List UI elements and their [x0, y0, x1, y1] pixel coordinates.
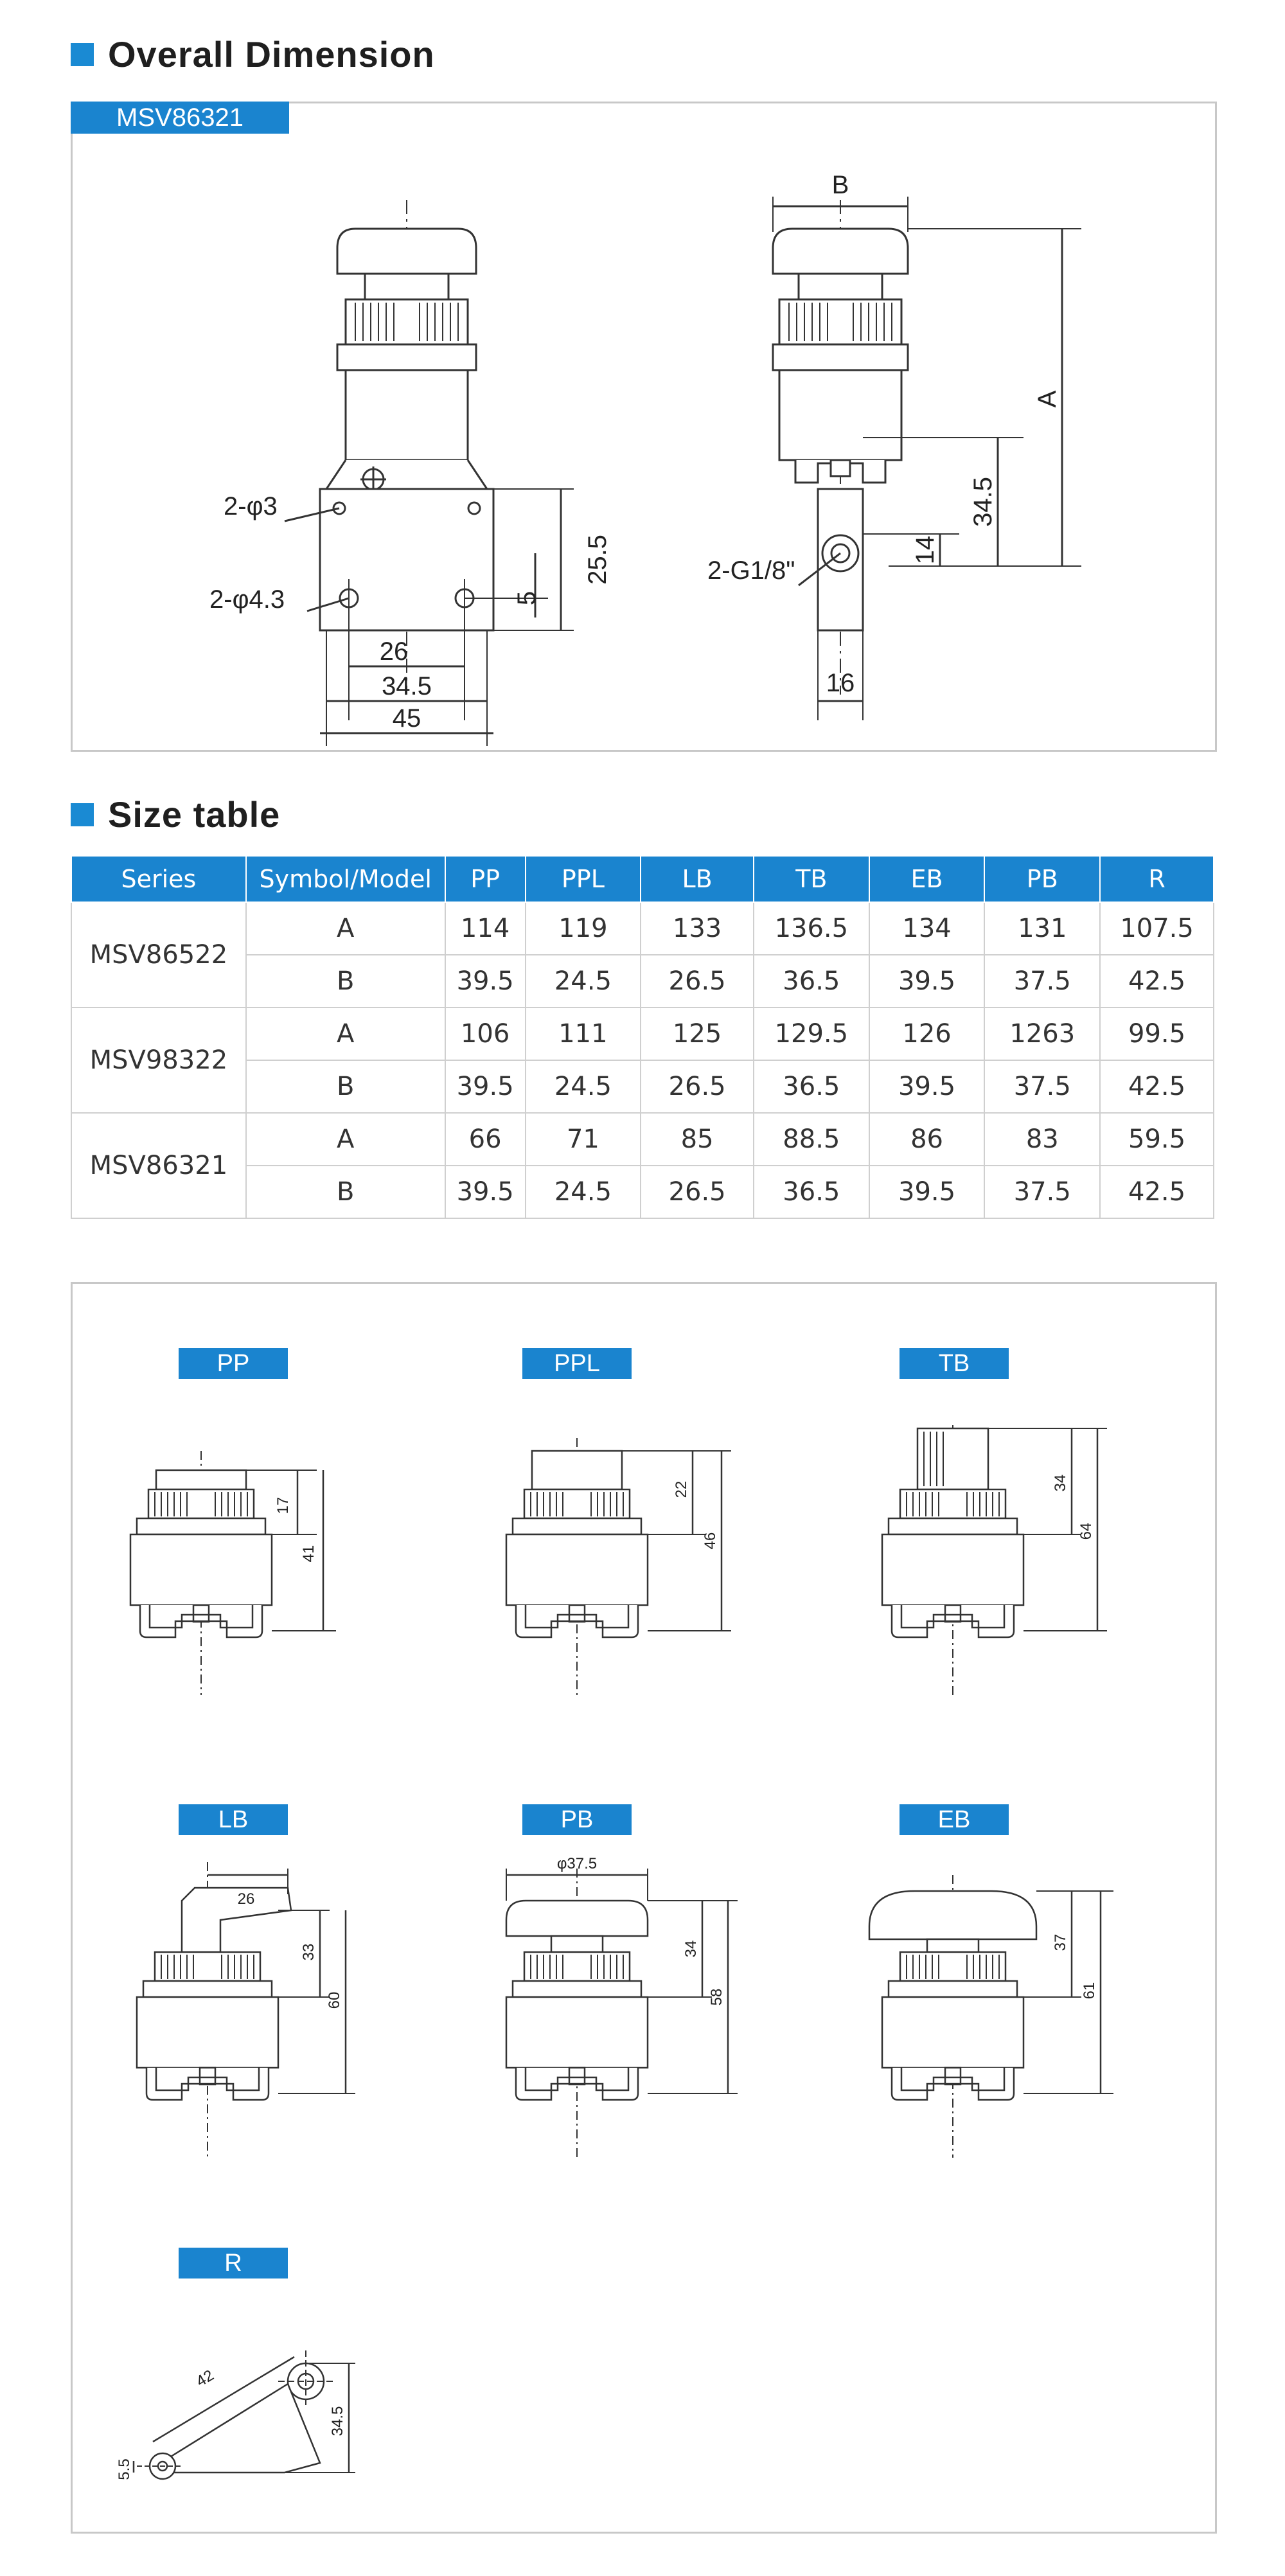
tag-tb: TB — [900, 1348, 1009, 1379]
value-cell: 88.5 — [754, 1113, 869, 1166]
series-cell: MSV86522 — [71, 902, 246, 1008]
value-cell: 24.5 — [526, 1166, 641, 1218]
actuator-drawings — [73, 1284, 1219, 2536]
value-cell: 99.5 — [1100, 1008, 1214, 1060]
value-cell: 59.5 — [1100, 1113, 1214, 1166]
front-dim-25-5: 25.5 — [583, 535, 612, 585]
front-hole-small-label: 2-φ3 — [224, 492, 278, 520]
tb-dim-a: 34 — [1052, 1474, 1069, 1492]
eb-dim-a: 37 — [1052, 1933, 1069, 1951]
table-row — [71, 1113, 1214, 1166]
value-cell: 85 — [641, 1113, 754, 1166]
eb-dim-b: 61 — [1081, 1982, 1098, 2000]
pb-dim-b: 58 — [708, 1988, 725, 2006]
symbol-cell: A — [246, 902, 445, 955]
side-dim-14: 14 — [911, 535, 939, 565]
tag-pb: PB — [522, 1804, 632, 1835]
value-cell: 119 — [526, 902, 641, 955]
header-eb: EB — [869, 856, 985, 902]
value-cell: 42.5 — [1100, 1060, 1214, 1113]
header-r: R — [1100, 856, 1214, 902]
pb-drawing — [506, 1869, 738, 2158]
tag-r: R — [179, 2248, 288, 2278]
front-dim-5: 5 — [513, 591, 541, 606]
header-pp: PP — [445, 856, 526, 902]
ppl-dim-a: 22 — [673, 1480, 690, 1498]
heading-bullet-icon — [71, 43, 94, 66]
front-hole-large-label: 2-φ4.3 — [209, 585, 285, 614]
r-drawing — [134, 2350, 355, 2479]
front-view — [285, 200, 574, 746]
tb-dim-b: 64 — [1077, 1522, 1095, 1540]
ppl-drawing — [506, 1438, 731, 1695]
front-dim-45: 45 — [392, 704, 421, 733]
side-label-b: B — [831, 171, 849, 199]
header-lb: LB — [641, 856, 754, 902]
value-cell: 66 — [445, 1113, 526, 1166]
pp-dim-a: 17 — [274, 1497, 292, 1515]
tag-pp: PP — [179, 1348, 288, 1379]
pp-drawing — [130, 1451, 336, 1695]
side-dim-34-5: 34.5 — [969, 477, 997, 527]
value-cell: 39.5 — [445, 955, 526, 1008]
value-cell: 37.5 — [984, 955, 1100, 1008]
series-cell: MSV98322 — [71, 1008, 246, 1113]
r-dim-s: 5.5 — [116, 2458, 133, 2480]
lb-dim-a: 33 — [300, 1943, 317, 1961]
series-cell: MSV86321 — [71, 1113, 246, 1218]
header-ppl: PPL — [526, 856, 641, 902]
tag-ppl: PPL — [522, 1348, 632, 1379]
header-symbol-model: Symbol/Model — [246, 856, 445, 902]
value-cell: 39.5 — [445, 1166, 526, 1218]
ppl-dim-b: 46 — [702, 1532, 719, 1550]
r-dim-len: 42 — [193, 2367, 217, 2391]
value-cell: 114 — [445, 902, 526, 955]
header-tb: TB — [754, 856, 869, 902]
value-cell: 39.5 — [869, 1060, 985, 1113]
symbol-cell: A — [246, 1113, 445, 1166]
lb-dim-b: 60 — [326, 1991, 343, 2009]
value-cell: 86 — [869, 1113, 985, 1166]
overall-dimension-drawing — [73, 103, 1219, 754]
value-cell: 129.5 — [754, 1008, 869, 1060]
value-cell: 136.5 — [754, 902, 869, 955]
pb-dim-w: φ37.5 — [556, 1855, 598, 1872]
value-cell: 36.5 — [754, 955, 869, 1008]
size-table-header-row — [71, 856, 1214, 902]
size-table — [71, 855, 1214, 1219]
value-cell: 125 — [641, 1008, 754, 1060]
value-cell: 39.5 — [869, 1166, 985, 1218]
value-cell: 126 — [869, 1008, 985, 1060]
value-cell: 39.5 — [869, 955, 985, 1008]
overall-dimension-heading — [71, 33, 435, 75]
side-view — [773, 197, 1081, 720]
value-cell: 36.5 — [754, 1166, 869, 1218]
value-cell: 24.5 — [526, 955, 641, 1008]
symbol-cell: B — [246, 955, 445, 1008]
table-row — [71, 902, 1214, 955]
r-dim-h: 34.5 — [329, 2406, 346, 2437]
actuator-panel — [71, 1282, 1217, 2534]
value-cell: 133 — [641, 902, 754, 955]
value-cell: 36.5 — [754, 1060, 869, 1113]
eb-drawing — [869, 1875, 1113, 2158]
tag-eb: EB — [900, 1804, 1009, 1835]
value-cell: 37.5 — [984, 1166, 1100, 1218]
side-dim-16: 16 — [826, 669, 855, 697]
table-row — [71, 1008, 1214, 1060]
value-cell: 83 — [984, 1113, 1100, 1166]
header-series: Series — [71, 856, 246, 902]
value-cell: 37.5 — [984, 1060, 1100, 1113]
lb-dim-w: 26 — [237, 1890, 255, 1908]
heading-bullet-icon — [71, 803, 94, 826]
pb-dim-a: 34 — [682, 1940, 700, 1958]
tag-lb: LB — [179, 1804, 288, 1835]
value-cell: 107.5 — [1100, 902, 1214, 955]
symbol-cell: A — [246, 1008, 445, 1060]
overall-dimension-panel — [71, 102, 1217, 752]
size-table-heading — [71, 794, 280, 835]
value-cell: 1263 — [984, 1008, 1100, 1060]
pp-dim-b: 41 — [300, 1545, 317, 1563]
value-cell: 42.5 — [1100, 955, 1214, 1008]
value-cell: 26.5 — [641, 1166, 754, 1218]
size-table-title: Size table — [108, 794, 281, 835]
front-dim-26: 26 — [379, 637, 409, 666]
value-cell: 26.5 — [641, 955, 754, 1008]
value-cell: 106 — [445, 1008, 526, 1060]
value-cell: 71 — [526, 1113, 641, 1166]
tb-drawing — [882, 1425, 1107, 1695]
value-cell: 131 — [984, 902, 1100, 955]
header-pb: PB — [984, 856, 1100, 902]
side-label-a: A — [1033, 390, 1061, 408]
value-cell: 42.5 — [1100, 1166, 1214, 1218]
value-cell: 39.5 — [445, 1060, 526, 1113]
model-tag: MSV86321 — [71, 102, 289, 134]
symbol-cell: B — [246, 1166, 445, 1218]
value-cell: 111 — [526, 1008, 641, 1060]
symbol-cell: B — [246, 1060, 445, 1113]
front-dim-34-5: 34.5 — [382, 672, 432, 700]
value-cell: 24.5 — [526, 1060, 641, 1113]
side-port-label: 2-G1/8" — [707, 556, 795, 585]
value-cell: 26.5 — [641, 1060, 754, 1113]
overall-dimension-title: Overall Dimension — [108, 34, 435, 75]
value-cell: 134 — [869, 902, 985, 955]
